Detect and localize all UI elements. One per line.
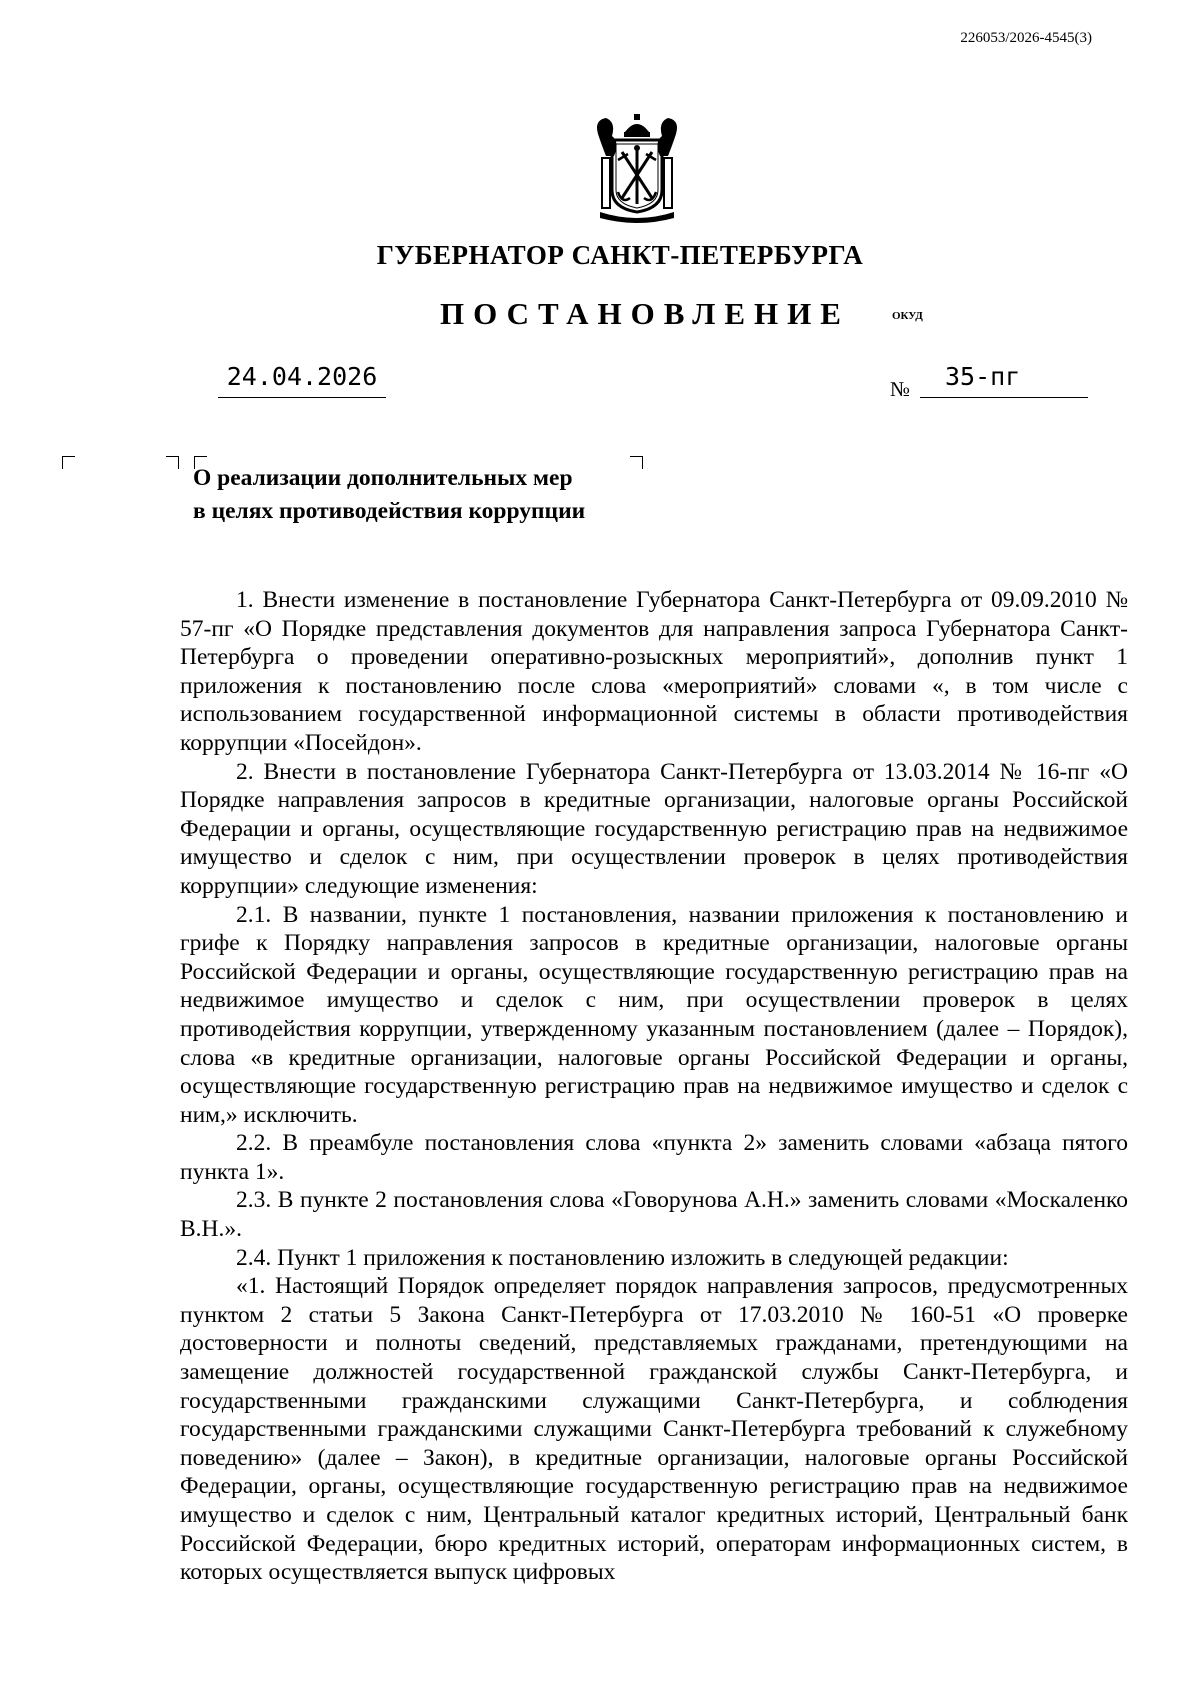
document-subject bbox=[193, 462, 585, 528]
subject-line: О реализации дополнительных мер bbox=[193, 465, 573, 491]
paragraph: 2.2. В преамбуле постановления слова «пункта 2» заменить словами «абзаца пятого пункта 1». bbox=[180, 1130, 1128, 1185]
bracket-corner bbox=[62, 456, 75, 469]
bracket-corner bbox=[166, 456, 179, 469]
paragraph: 1. Внести изменение в постановление Губернатора Санкт-Петербурга от 09.09.2010 № 57-пг «О Порядке представления документов для направления запроса Губернатора Санкт-Петербурга о проведении оперативно-розыскных мероприятий», дополнив пункт 1 приложения к постановлению после слова «мероприятий» словами «, в том числе с использованием государственной информационной системы в области противодействия коррупции «Посейдон». bbox=[180, 587, 1128, 756]
issuer-title: ГУБЕРНАТОР САНКТ-ПЕТЕРБУРГА bbox=[376, 240, 864, 270]
document-body bbox=[180, 586, 1128, 1587]
subject-line: в целях противодействия коррупции bbox=[193, 498, 586, 524]
paragraph: 2.3. В пункте 2 постановления слова «Говорунова А.Н.» заменить словами «Москаленко В.Н.». bbox=[180, 1187, 1128, 1243]
bracket-corner bbox=[630, 456, 643, 469]
document-type: ПОСТАНОВЛЕНИЕ bbox=[440, 296, 850, 331]
document-number: 35-пг bbox=[920, 362, 1088, 398]
registration-number: 226053/2026-4545(3) bbox=[960, 30, 1092, 46]
paragraph: 2.4. Пункт 1 приложения к постановлению изложить в следующей редакции: bbox=[236, 1244, 1009, 1271]
coat-of-arms-icon bbox=[592, 112, 682, 224]
paragraph: «1. Настоящий Порядок определяет порядок направления запросов, предусмотренных пунктом 2 статьи 5 Закона Санкт-Петербурга от 17.03.2010 № 160-51 «О проверке достоверности и полноты сведений, представляемых гражданами, претендующими на замещение должностей государственной гражданской службы Санкт-Петербурга, и государственными гражданскими служащими Санкт-Петербурга, и соблюдения государственными гражданскими служащими Санкт-Петербурга требований к служебному поведению» (далее – Закон), в кредитные организации, налоговые органы Российской Федерации, органы, осуществляющие государственную регистрацию прав на недвижимое имущество и сделок с ним, Центральный каталог кредитных историй, Центральный банк Российской Федерации, бюро кредитных историй, операторам информационных систем, в которых осуществляется выпуск цифровых bbox=[180, 1273, 1128, 1586]
paragraph: 2. Внести в постановление Губернатора Санкт-Петербурга от 13.03.2014 № 16-пг «О Порядке направления запросов в кредитные организации, налоговые органы Российской Федерации и органы, осуществляющие государственную регистрацию прав на недвижимое имущество и сделок с ним, при осуществлении проверок в целях противодействия коррупции» следующие изменения: bbox=[180, 758, 1128, 899]
okud-label: ОКУД bbox=[892, 310, 923, 322]
paragraph: 2.1. В названии, пункте 1 постановления, названии приложения к постановлению и грифе к Порядку направления запросов в кредитные организации, налоговые органы Российской Федерации и органы, осуществляющие государственную регистрацию прав на недвижимое имущество и сделок с ним, при осуществлении проверок в целях противодействия коррупции, утвержденному указанным постановлением (далее – Порядок), слова «в кредитные организации, налоговые органы Российской Федерации и органы, осуществляющие государственную регистрацию прав на недвижимое имущество и сделок с ним,» исключить. bbox=[180, 901, 1128, 1128]
number-sign: № bbox=[890, 377, 911, 401]
document-date: 24.04.2026 bbox=[218, 362, 386, 398]
